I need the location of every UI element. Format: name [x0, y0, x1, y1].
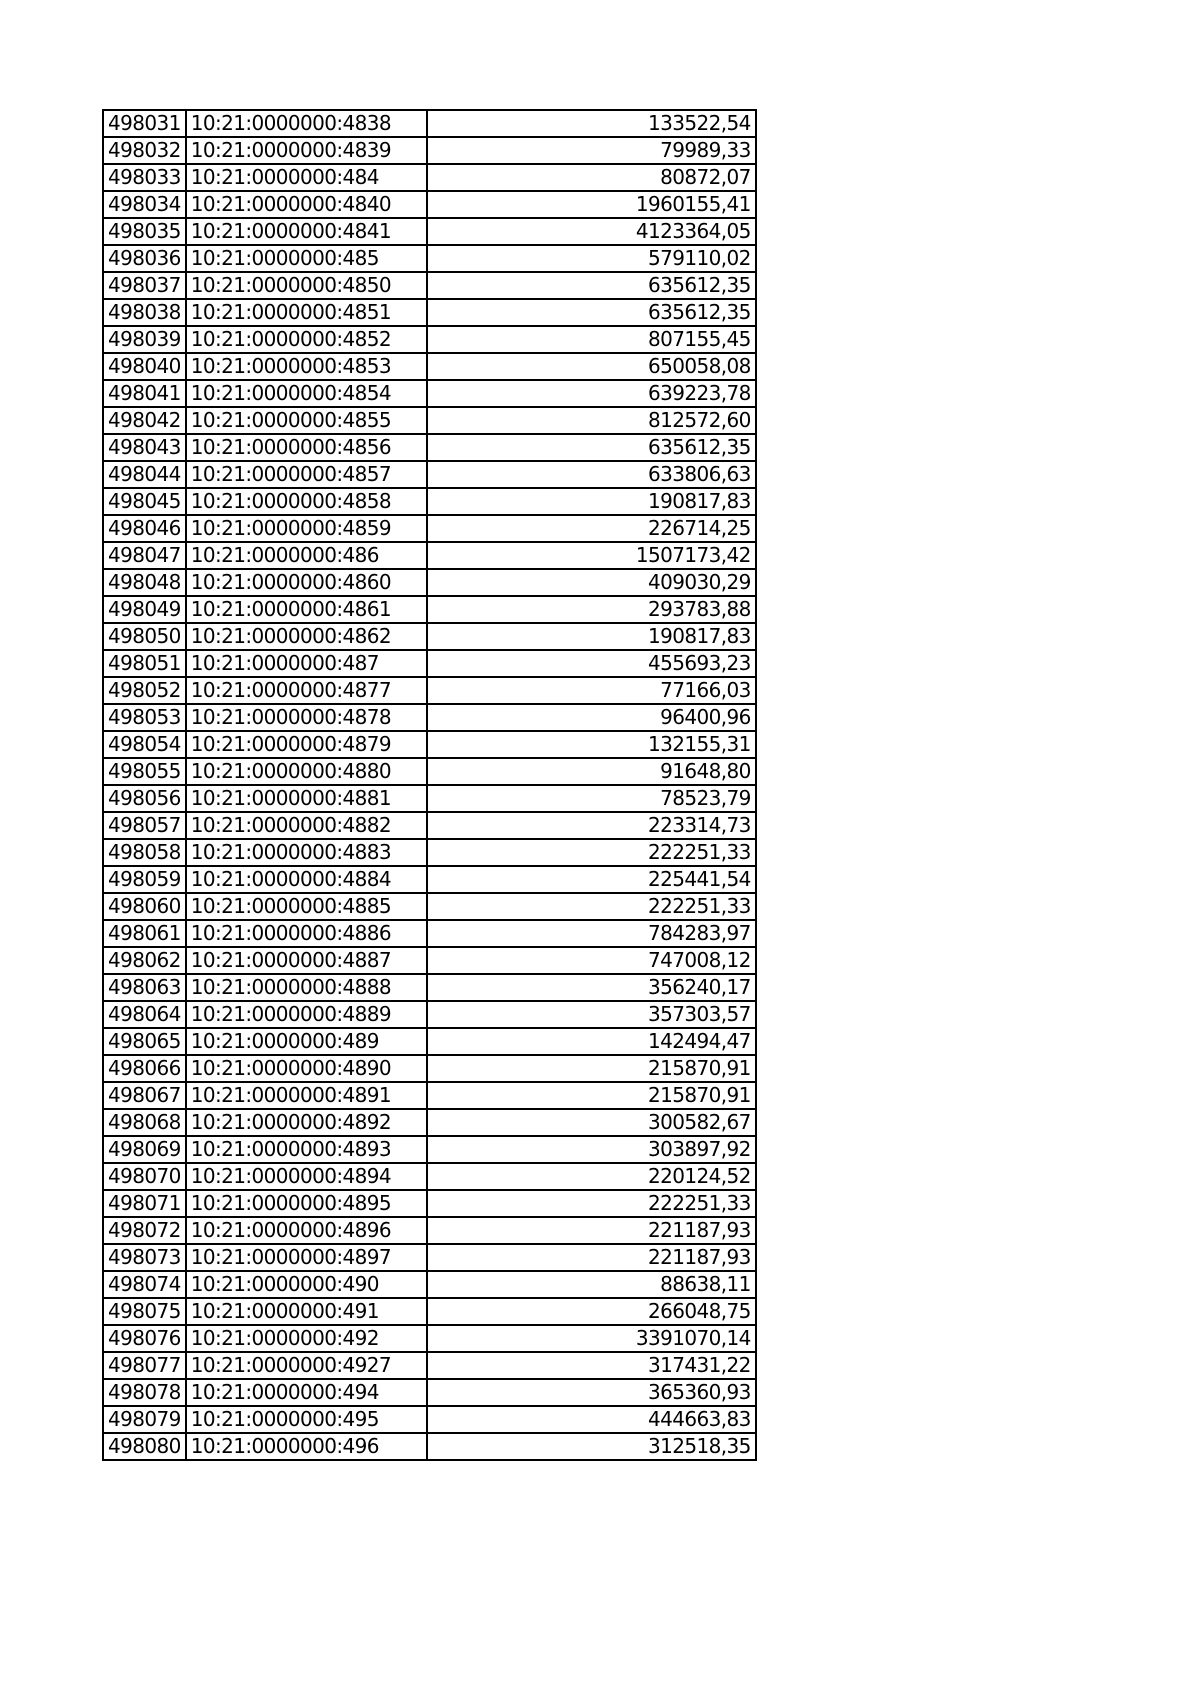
row-id-cell: 498047 — [103, 542, 186, 569]
table-row — [103, 1109, 756, 1136]
table-row — [103, 839, 756, 866]
cadastral-number-cell: 10:21:0000000:4885 — [186, 893, 427, 920]
cadastral-number-cell: 10:21:0000000:4887 — [186, 947, 427, 974]
value-cell: 4123364,05 — [427, 218, 756, 245]
value-cell: 635612,35 — [427, 272, 756, 299]
cadastral-number-cell: 10:21:0000000:4878 — [186, 704, 427, 731]
cadastral-number-cell: 10:21:0000000:4883 — [186, 839, 427, 866]
value-cell: 223314,73 — [427, 812, 756, 839]
row-id-cell: 498031 — [103, 110, 186, 137]
row-id-cell: 498048 — [103, 569, 186, 596]
table-row — [103, 218, 756, 245]
row-id-cell: 498038 — [103, 299, 186, 326]
cadastral-number-cell: 10:21:0000000:4862 — [186, 623, 427, 650]
row-id-cell: 498046 — [103, 515, 186, 542]
value-cell: 1960155,41 — [427, 191, 756, 218]
value-cell: 266048,75 — [427, 1298, 756, 1325]
value-cell: 77166,03 — [427, 677, 756, 704]
cadastral-number-cell: 10:21:0000000:4886 — [186, 920, 427, 947]
table-row — [103, 704, 756, 731]
value-cell: 222251,33 — [427, 1190, 756, 1217]
table-row — [103, 974, 756, 1001]
cadastral-number-cell: 10:21:0000000:4888 — [186, 974, 427, 1001]
row-id-cell: 498078 — [103, 1379, 186, 1406]
value-cell: 409030,29 — [427, 569, 756, 596]
value-cell: 133522,54 — [427, 110, 756, 137]
table-row — [103, 947, 756, 974]
value-cell: 312518,35 — [427, 1433, 756, 1460]
row-id-cell: 498076 — [103, 1325, 186, 1352]
value-cell: 222251,33 — [427, 893, 756, 920]
cadastral-number-cell: 10:21:0000000:4893 — [186, 1136, 427, 1163]
row-id-cell: 498065 — [103, 1028, 186, 1055]
table-row — [103, 920, 756, 947]
table-row — [103, 1001, 756, 1028]
value-cell: 784283,97 — [427, 920, 756, 947]
table-row — [103, 785, 756, 812]
table-row — [103, 1352, 756, 1379]
cadastral-number-cell: 10:21:0000000:4927 — [186, 1352, 427, 1379]
value-cell: 365360,93 — [427, 1379, 756, 1406]
row-id-cell: 498067 — [103, 1082, 186, 1109]
table-row — [103, 596, 756, 623]
table-row — [103, 623, 756, 650]
row-id-cell: 498051 — [103, 650, 186, 677]
table-row — [103, 272, 756, 299]
cadastral-number-cell: 10:21:0000000:4839 — [186, 137, 427, 164]
value-cell: 226714,25 — [427, 515, 756, 542]
cadastral-number-cell: 10:21:0000000:485 — [186, 245, 427, 272]
value-cell: 79989,33 — [427, 137, 756, 164]
cadastral-number-cell: 10:21:0000000:4892 — [186, 1109, 427, 1136]
row-id-cell: 498080 — [103, 1433, 186, 1460]
value-cell: 215870,91 — [427, 1082, 756, 1109]
row-id-cell: 498043 — [103, 434, 186, 461]
cadastral-number-cell: 10:21:0000000:4890 — [186, 1055, 427, 1082]
cadastral-number-cell: 10:21:0000000:4882 — [186, 812, 427, 839]
value-cell: 633806,63 — [427, 461, 756, 488]
cadastral-number-cell: 10:21:0000000:4880 — [186, 758, 427, 785]
table-row — [103, 731, 756, 758]
row-id-cell: 498071 — [103, 1190, 186, 1217]
row-id-cell: 498074 — [103, 1271, 186, 1298]
row-id-cell: 498057 — [103, 812, 186, 839]
row-id-cell: 498034 — [103, 191, 186, 218]
table-row — [103, 407, 756, 434]
row-id-cell: 498040 — [103, 353, 186, 380]
row-id-cell: 498054 — [103, 731, 186, 758]
value-cell: 190817,83 — [427, 623, 756, 650]
value-cell: 356240,17 — [427, 974, 756, 1001]
row-id-cell: 498033 — [103, 164, 186, 191]
cadastral-number-cell: 10:21:0000000:4896 — [186, 1217, 427, 1244]
cadastral-number-cell: 10:21:0000000:486 — [186, 542, 427, 569]
value-cell: 3391070,14 — [427, 1325, 756, 1352]
table-row — [103, 650, 756, 677]
table-row — [103, 110, 756, 137]
row-id-cell: 498073 — [103, 1244, 186, 1271]
cadastral-number-cell: 10:21:0000000:4861 — [186, 596, 427, 623]
value-cell: 78523,79 — [427, 785, 756, 812]
table-row — [103, 812, 756, 839]
table-row — [103, 569, 756, 596]
cadastral-number-cell: 10:21:0000000:4879 — [186, 731, 427, 758]
value-cell: 220124,52 — [427, 1163, 756, 1190]
table-body — [103, 110, 756, 1460]
cadastral-number-cell: 10:21:0000000:4897 — [186, 1244, 427, 1271]
row-id-cell: 498061 — [103, 920, 186, 947]
table-row — [103, 434, 756, 461]
value-cell: 142494,47 — [427, 1028, 756, 1055]
cadastral-number-cell: 10:21:0000000:4854 — [186, 380, 427, 407]
value-cell: 293783,88 — [427, 596, 756, 623]
value-cell: 747008,12 — [427, 947, 756, 974]
cadastral-number-cell: 10:21:0000000:4851 — [186, 299, 427, 326]
table-row — [103, 866, 756, 893]
table-row — [103, 1325, 756, 1352]
value-cell: 639223,78 — [427, 380, 756, 407]
value-cell: 96400,96 — [427, 704, 756, 731]
row-id-cell: 498039 — [103, 326, 186, 353]
row-id-cell: 498041 — [103, 380, 186, 407]
value-cell: 455693,23 — [427, 650, 756, 677]
value-cell: 88638,11 — [427, 1271, 756, 1298]
cadastral-number-cell: 10:21:0000000:4881 — [186, 785, 427, 812]
row-id-cell: 498032 — [103, 137, 186, 164]
row-id-cell: 498066 — [103, 1055, 186, 1082]
row-id-cell: 498079 — [103, 1406, 186, 1433]
cadastral-number-cell: 10:21:0000000:4838 — [186, 110, 427, 137]
row-id-cell: 498059 — [103, 866, 186, 893]
value-cell: 132155,31 — [427, 731, 756, 758]
row-id-cell: 498072 — [103, 1217, 186, 1244]
value-cell: 579110,02 — [427, 245, 756, 272]
cadastral-number-cell: 10:21:0000000:4852 — [186, 326, 427, 353]
table-row — [103, 1028, 756, 1055]
cadastral-number-cell: 10:21:0000000:487 — [186, 650, 427, 677]
cadastral-number-cell: 10:21:0000000:4895 — [186, 1190, 427, 1217]
row-id-cell: 498069 — [103, 1136, 186, 1163]
table-row — [103, 1163, 756, 1190]
table-row — [103, 1433, 756, 1460]
row-id-cell: 498036 — [103, 245, 186, 272]
row-id-cell: 498042 — [103, 407, 186, 434]
table-row — [103, 1082, 756, 1109]
table-row — [103, 893, 756, 920]
cadastral-number-cell: 10:21:0000000:4860 — [186, 569, 427, 596]
cadastral-number-cell: 10:21:0000000:489 — [186, 1028, 427, 1055]
row-id-cell: 498035 — [103, 218, 186, 245]
row-id-cell: 498052 — [103, 677, 186, 704]
table-row — [103, 1244, 756, 1271]
cadastral-number-cell: 10:21:0000000:4850 — [186, 272, 427, 299]
cadastral-number-cell: 10:21:0000000:4858 — [186, 488, 427, 515]
table-row — [103, 137, 756, 164]
row-id-cell: 498060 — [103, 893, 186, 920]
row-id-cell: 498064 — [103, 1001, 186, 1028]
cadastral-number-cell: 10:21:0000000:484 — [186, 164, 427, 191]
cadastral-number-cell: 10:21:0000000:4857 — [186, 461, 427, 488]
row-id-cell: 498044 — [103, 461, 186, 488]
table-row — [103, 245, 756, 272]
row-id-cell: 498045 — [103, 488, 186, 515]
value-cell: 444663,83 — [427, 1406, 756, 1433]
cadastral-number-cell: 10:21:0000000:4891 — [186, 1082, 427, 1109]
table-row — [103, 164, 756, 191]
table-row — [103, 1190, 756, 1217]
row-id-cell: 498068 — [103, 1109, 186, 1136]
cadastral-number-cell: 10:21:0000000:490 — [186, 1271, 427, 1298]
row-id-cell: 498050 — [103, 623, 186, 650]
cadastral-number-cell: 10:21:0000000:4853 — [186, 353, 427, 380]
row-id-cell: 498055 — [103, 758, 186, 785]
table-row — [103, 758, 756, 785]
cadastral-number-cell: 10:21:0000000:4840 — [186, 191, 427, 218]
cadastral-number-cell: 10:21:0000000:4856 — [186, 434, 427, 461]
row-id-cell: 498063 — [103, 974, 186, 1001]
value-cell: 357303,57 — [427, 1001, 756, 1028]
row-id-cell: 498077 — [103, 1352, 186, 1379]
table-row — [103, 677, 756, 704]
row-id-cell: 498053 — [103, 704, 186, 731]
table-row — [103, 1379, 756, 1406]
value-cell: 91648,80 — [427, 758, 756, 785]
row-id-cell: 498058 — [103, 839, 186, 866]
cadastral-number-cell: 10:21:0000000:4884 — [186, 866, 427, 893]
row-id-cell: 498070 — [103, 1163, 186, 1190]
table-row — [103, 380, 756, 407]
table-row — [103, 299, 756, 326]
table-row — [103, 1406, 756, 1433]
table-row — [103, 326, 756, 353]
value-cell: 1507173,42 — [427, 542, 756, 569]
table-row — [103, 353, 756, 380]
cadastral-number-cell: 10:21:0000000:495 — [186, 1406, 427, 1433]
cadastral-number-cell: 10:21:0000000:4889 — [186, 1001, 427, 1028]
value-cell: 221187,93 — [427, 1217, 756, 1244]
value-cell: 807155,45 — [427, 326, 756, 353]
value-cell: 190817,83 — [427, 488, 756, 515]
cadastral-number-cell: 10:21:0000000:4859 — [186, 515, 427, 542]
row-id-cell: 498037 — [103, 272, 186, 299]
value-cell: 80872,07 — [427, 164, 756, 191]
table-row — [103, 1298, 756, 1325]
cadastral-number-cell: 10:21:0000000:4855 — [186, 407, 427, 434]
cadastral-number-cell: 10:21:0000000:491 — [186, 1298, 427, 1325]
table-row — [103, 1055, 756, 1082]
row-id-cell: 498056 — [103, 785, 186, 812]
value-cell: 635612,35 — [427, 434, 756, 461]
value-cell: 812572,60 — [427, 407, 756, 434]
data-table — [102, 109, 757, 1461]
value-cell: 650058,08 — [427, 353, 756, 380]
row-id-cell: 498062 — [103, 947, 186, 974]
cadastral-number-cell: 10:21:0000000:496 — [186, 1433, 427, 1460]
value-cell: 225441,54 — [427, 866, 756, 893]
table-row — [103, 1136, 756, 1163]
value-cell: 317431,22 — [427, 1352, 756, 1379]
table-row — [103, 461, 756, 488]
value-cell: 303897,92 — [427, 1136, 756, 1163]
table-row — [103, 515, 756, 542]
table-row — [103, 488, 756, 515]
table-row — [103, 542, 756, 569]
cadastral-number-cell: 10:21:0000000:4841 — [186, 218, 427, 245]
cadastral-number-cell: 10:21:0000000:494 — [186, 1379, 427, 1406]
row-id-cell: 498049 — [103, 596, 186, 623]
cadastral-number-cell: 10:21:0000000:4894 — [186, 1163, 427, 1190]
table-row — [103, 1271, 756, 1298]
value-cell: 221187,93 — [427, 1244, 756, 1271]
value-cell: 635612,35 — [427, 299, 756, 326]
table-row — [103, 1217, 756, 1244]
table-row — [103, 191, 756, 218]
value-cell: 222251,33 — [427, 839, 756, 866]
value-cell: 215870,91 — [427, 1055, 756, 1082]
cadastral-number-cell: 10:21:0000000:4877 — [186, 677, 427, 704]
value-cell: 300582,67 — [427, 1109, 756, 1136]
row-id-cell: 498075 — [103, 1298, 186, 1325]
cadastral-number-cell: 10:21:0000000:492 — [186, 1325, 427, 1352]
